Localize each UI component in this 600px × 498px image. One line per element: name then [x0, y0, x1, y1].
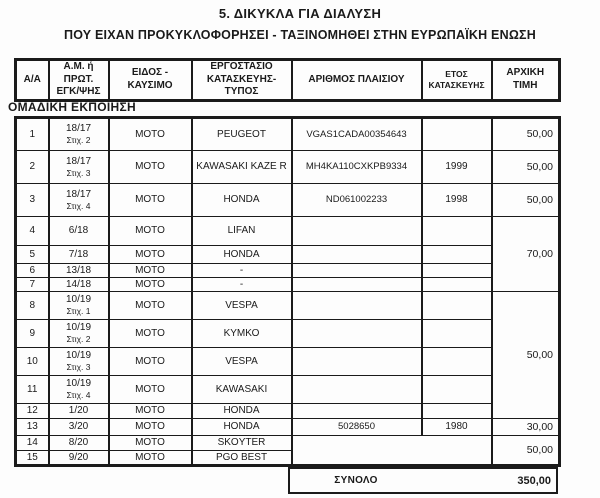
- header-line: ΑΡΧΙΚΗ: [506, 67, 545, 79]
- cell-ergostasio: ΚΥΜΚΟ: [192, 320, 292, 348]
- cell-aa: 1: [16, 118, 49, 151]
- cell-aa: 5: [16, 246, 49, 264]
- header-cell-eidos: [109, 60, 192, 101]
- cell-ergostasio: KAWASAKI KAZE R: [192, 151, 292, 184]
- cell-eidos: ΜΟΤΟ: [109, 404, 192, 419]
- header-line: ΚΑΤΑΣΚΕΥΗΣ: [428, 79, 485, 90]
- header-line: ΕΤΟΣ: [445, 69, 468, 80]
- cell-am: [49, 376, 109, 404]
- cell-etos: [422, 264, 492, 278]
- cell-ergostasio: KAWASAKI: [192, 376, 292, 404]
- cell-ergostasio: -: [192, 264, 292, 278]
- cell-ergostasio: HONDA: [192, 184, 292, 217]
- header-cell-etos: [422, 60, 492, 101]
- page-title: 5. ΔΙΚΥΚΛΑ ΓΙΑ ΔΙΑΛΥΣΗ: [218, 6, 382, 21]
- table-row: [16, 246, 560, 264]
- cell-am: 1/20: [49, 404, 109, 419]
- cell-aa: 2: [16, 151, 49, 184]
- cell-etos: [422, 376, 492, 404]
- cell-line-sub: Στιχ. 4: [66, 200, 91, 211]
- cell-am: 6/18: [49, 217, 109, 246]
- cell-line-main: 18/17: [65, 188, 92, 200]
- cell-aa: 14: [16, 436, 49, 451]
- cell-line-main: 18/17: [65, 123, 92, 135]
- cell-aa: 10: [16, 348, 49, 376]
- cell-plaisio: [292, 376, 422, 404]
- header-line: ΕΙΔΟΣ - ΚΑΥΣΙΜΟ: [127, 67, 173, 91]
- cell-am: 14/18: [49, 278, 109, 292]
- cell-aa: 6: [16, 264, 49, 278]
- cell-line-sub: Στιχ. 1: [66, 306, 91, 317]
- cell-line-sub: Στιχ. 2: [66, 135, 91, 146]
- cell-plaisio: [292, 404, 422, 419]
- cell-eidos: ΜΟΤΟ: [109, 246, 192, 264]
- cell-plaisio: ND061002233: [292, 184, 422, 217]
- cell-am: 7/18: [49, 246, 109, 264]
- cell-etos: [422, 246, 492, 264]
- cell-aa: 15: [16, 451, 49, 466]
- vehicle-table: [14, 116, 561, 467]
- table-row: [16, 184, 560, 217]
- cell-eidos: ΜΟΤΟ: [109, 451, 192, 466]
- section-label: ΟΜΑΔΙΚΗ ΕΚΠΟΙΗΣΗ: [8, 100, 136, 114]
- header-line: Α/Α: [23, 73, 41, 85]
- total-label: ΣΥΝΟΛΟ: [334, 475, 378, 486]
- cell-am: [49, 118, 109, 151]
- cell-plaisio: [292, 320, 422, 348]
- table-row: [16, 419, 560, 436]
- cell-plaisio: [292, 246, 422, 264]
- cell-am: 13/18: [49, 264, 109, 278]
- table-row: [16, 151, 560, 184]
- cell-am: [49, 184, 109, 217]
- cell-etos: 1998: [422, 184, 492, 217]
- cell-line-main: 10/19: [65, 322, 92, 334]
- cell-etos: [422, 404, 492, 419]
- cell-line-sub: Στιχ. 2: [66, 334, 91, 345]
- cell-aa: 4: [16, 217, 49, 246]
- header-cell-am: [49, 60, 109, 101]
- table-header: [14, 58, 561, 102]
- header-cell-plaisio: [292, 60, 422, 101]
- cell-am: 3/20: [49, 419, 109, 436]
- table-row: [16, 348, 560, 376]
- cell-eidos: ΜΟΤΟ: [109, 320, 192, 348]
- cell-timi: 50,00: [492, 436, 560, 466]
- cell-plaisio: [292, 278, 422, 292]
- cell-eidos: ΜΟΤΟ: [109, 292, 192, 320]
- cell-etos: 1999: [422, 151, 492, 184]
- cell-ergostasio: VESPA: [192, 348, 292, 376]
- cell-ergostasio: -: [192, 278, 292, 292]
- cell-eidos: ΜΟΤΟ: [109, 278, 192, 292]
- table-row: [16, 217, 560, 246]
- table-row: [16, 264, 560, 278]
- header-cell-timi: [492, 60, 560, 101]
- cell-etos: [422, 320, 492, 348]
- cell-eidos: ΜΟΤΟ: [109, 348, 192, 376]
- cell-plaisio: [292, 292, 422, 320]
- cell-plaisio: [292, 436, 492, 466]
- header-line: ΤΙΜΗ: [513, 79, 538, 91]
- cell-timi: 50,00: [492, 118, 560, 151]
- cell-eidos: ΜΟΤΟ: [109, 184, 192, 217]
- cell-plaisio: [292, 264, 422, 278]
- header-line: ΑΡΙΘΜΟΣ ΠΛΑΙΣΙΟΥ: [308, 73, 405, 85]
- total-row: [288, 467, 558, 494]
- cell-plaisio: [292, 217, 422, 246]
- cell-timi: 50,00: [492, 151, 560, 184]
- cell-ergostasio: HONDA: [192, 419, 292, 436]
- cell-etos: [422, 278, 492, 292]
- cell-eidos: ΜΟΤΟ: [109, 419, 192, 436]
- cell-plaisio: 5028650: [292, 419, 422, 436]
- table-row: [16, 292, 560, 320]
- cell-timi: 50,00: [492, 184, 560, 217]
- cell-aa: 13: [16, 419, 49, 436]
- table-row: [16, 436, 560, 451]
- cell-ergostasio: PEUGEOT: [192, 118, 292, 151]
- cell-eidos: ΜΟΤΟ: [109, 376, 192, 404]
- cell-am: [49, 151, 109, 184]
- header-line: ΚΑΤΑΣΚΕΥΗΣ- ΤΥΠΟΣ: [206, 73, 277, 97]
- cell-line-sub: Στιχ. 3: [66, 167, 91, 178]
- header-line: Α.Μ. ή ΠΡΩΤ.: [63, 61, 94, 85]
- cell-am: [49, 292, 109, 320]
- cell-etos: [422, 348, 492, 376]
- cell-am: [49, 348, 109, 376]
- cell-line-main: 18/17: [65, 155, 92, 167]
- cell-aa: 3: [16, 184, 49, 217]
- page-subtitle: ΠΟΥ ΕΙΧΑΝ ΠΡΟΚΥΚΛΟΦΟΡΗΣΕΙ - ΤΑΞΙΝΟΜΗΘΕΙ ΣΤΗΝ ΕΥΡΩΠΑΪΚΗ ΕΝΩΣΗ: [64, 28, 536, 42]
- total-value: 350,00: [517, 474, 551, 487]
- cell-ergostasio: HONDA: [192, 246, 292, 264]
- cell-plaisio: MH4KA110CXKPB9334: [292, 151, 422, 184]
- header-line: ΕΡΓΟΣΤΑΣΙΟ: [210, 61, 273, 72]
- cell-am: 8/20: [49, 436, 109, 451]
- cell-plaisio: VGAS1CADA00354643: [292, 118, 422, 151]
- cell-timi: 30,00: [492, 419, 560, 436]
- cell-etos: [422, 118, 492, 151]
- cell-timi: 50,00: [492, 292, 560, 419]
- header-row: [16, 60, 560, 101]
- cell-line-sub: Στιχ. 4: [66, 390, 91, 401]
- cell-timi: 70,00: [492, 217, 560, 292]
- cell-eidos: ΜΟΤΟ: [109, 151, 192, 184]
- cell-eidos: ΜΟΤΟ: [109, 217, 192, 246]
- cell-am: 9/20: [49, 451, 109, 466]
- cell-etos: 1980: [422, 419, 492, 436]
- header-cell-ergostasio: [192, 60, 292, 101]
- cell-aa: 7: [16, 278, 49, 292]
- cell-eidos: ΜΟΤΟ: [109, 264, 192, 278]
- header-cell-aa: [16, 60, 49, 101]
- cell-plaisio: [292, 348, 422, 376]
- cell-line-sub: Στιχ. 3: [66, 362, 91, 373]
- table-row: [16, 404, 560, 419]
- cell-ergostasio: PGO BEST: [192, 451, 292, 466]
- cell-line-main: 10/19: [65, 378, 92, 390]
- header-line: ΕΓΚ/ΨΗΣ: [56, 86, 101, 97]
- cell-ergostasio: SKOYTER: [192, 436, 292, 451]
- cell-aa: 8: [16, 292, 49, 320]
- table-row: [16, 376, 560, 404]
- cell-aa: 9: [16, 320, 49, 348]
- cell-etos: [422, 292, 492, 320]
- cell-line-main: 10/19: [65, 294, 92, 306]
- cell-eidos: ΜΟΤΟ: [109, 118, 192, 151]
- table-row: [16, 118, 560, 151]
- cell-line-main: 10/19: [65, 350, 92, 362]
- cell-etos: [422, 217, 492, 246]
- cell-ergostasio: VESPA: [192, 292, 292, 320]
- cell-am: [49, 320, 109, 348]
- table-row: [16, 278, 560, 292]
- cell-aa: 12: [16, 404, 49, 419]
- table-row: [16, 320, 560, 348]
- cell-ergostasio: LIFAN: [192, 217, 292, 246]
- cell-eidos: ΜΟΤΟ: [109, 436, 192, 451]
- cell-ergostasio: HONDA: [192, 404, 292, 419]
- cell-aa: 11: [16, 376, 49, 404]
